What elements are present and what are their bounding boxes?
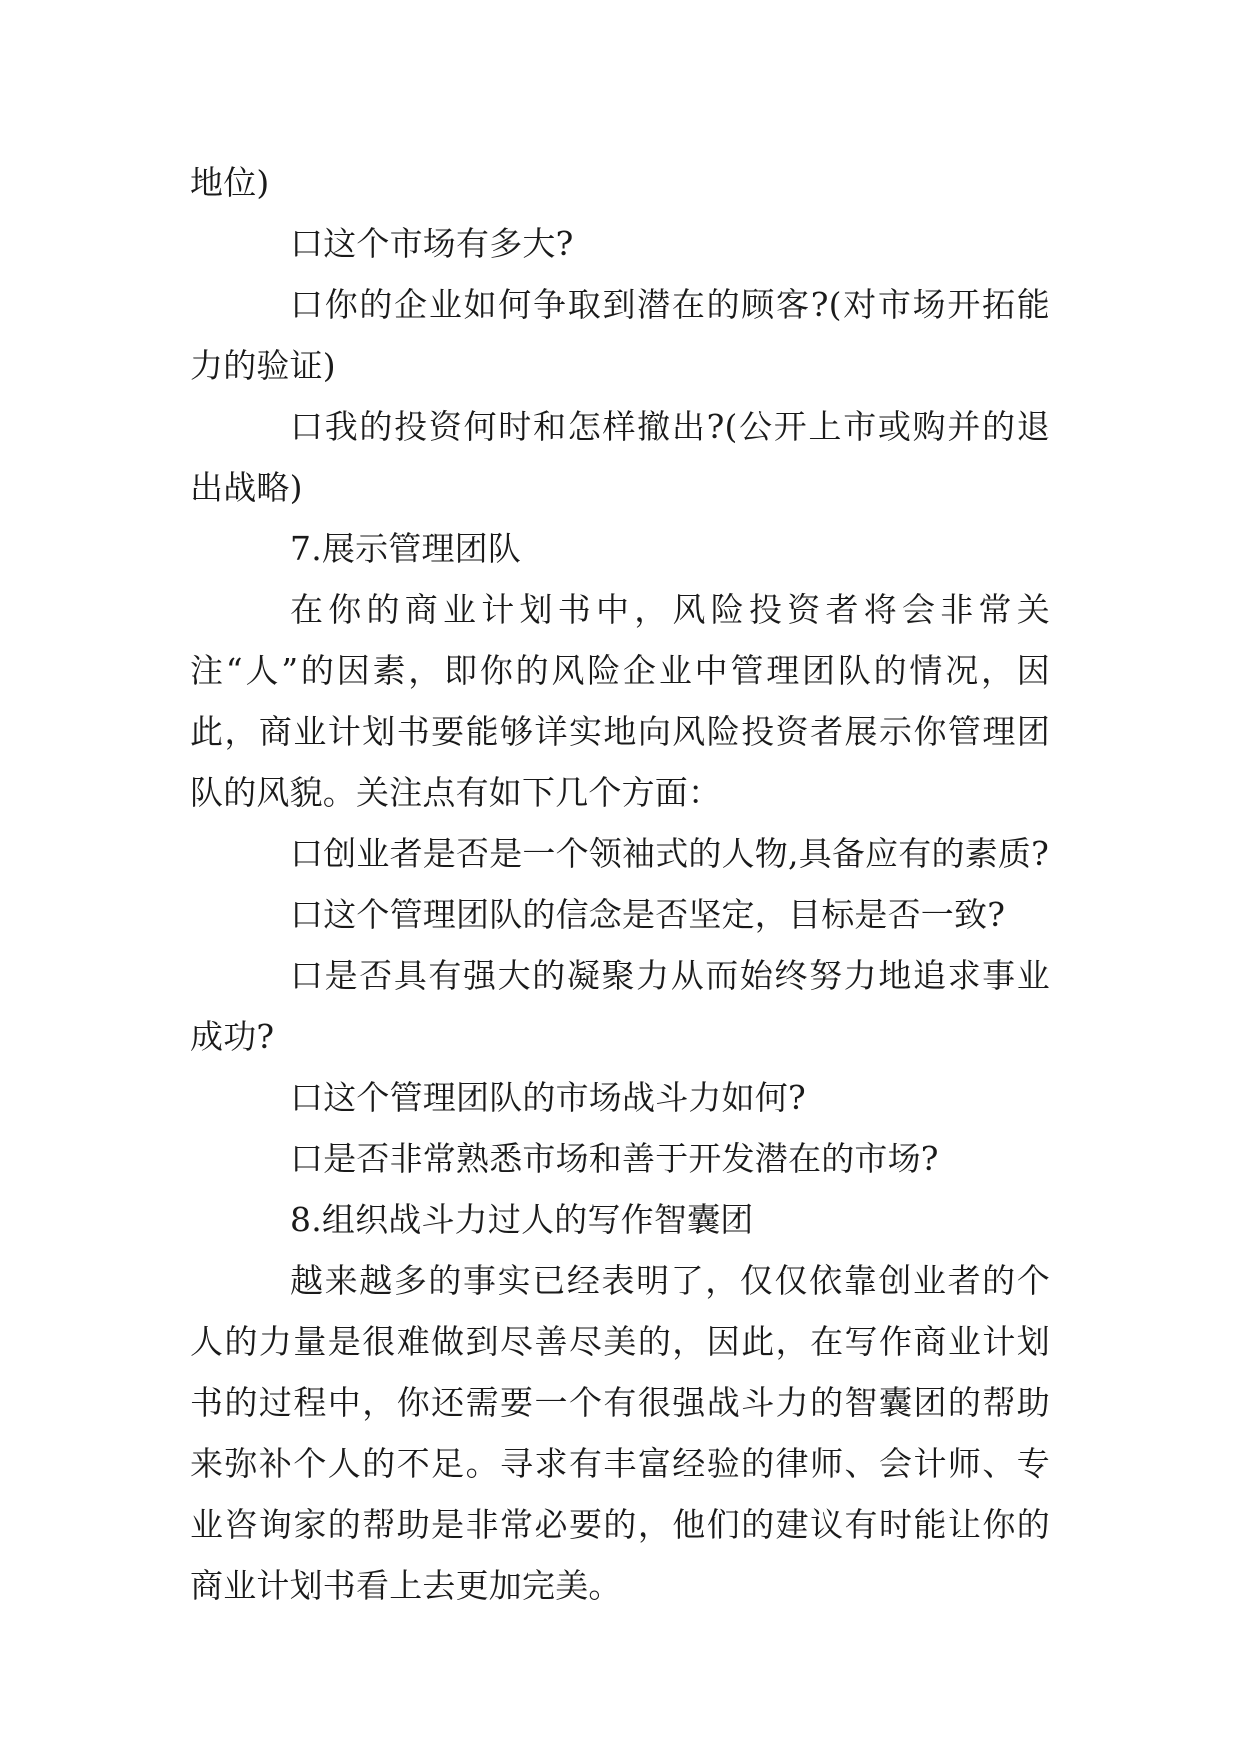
checklist-item-exit-strategy: 口我的投资何时和怎样撤出?(公开上市或购并的退出战略) [190,407,1050,507]
checklist-item-leader-quality: 口创业者是否是一个领袖式的人物,具备应有的素质? [290,834,1049,873]
paragraph-management-team: 在你的商业计划书中，风险投资者将会非常关注“人”的因素，即你的风险企业中管理团队的情况，因此，商业计划书要能够详实地向风险投资者展示你管理团队的风貌。关注点有如下几个方面： [190,590,1050,812]
checklist-item-cohesion: 口是否具有强大的凝聚力从而始终努力地追求事业成功? [190,956,1050,1056]
section-heading-think-tank: 8.组织战斗力过人的写作智囊团 [290,1200,754,1239]
checklist-item-customer-acquisition: 口你的企业如何争取到潜在的顾客?(对市场开拓能力的验证) [190,285,1050,385]
checklist-item-market-size: 口这个市场有多大? [290,224,574,263]
paragraph-continuation: 地位) [190,163,270,202]
checklist-item-market-familiarity: 口是否非常熟悉市场和善于开发潜在的市场? [290,1139,939,1178]
document-body [190,152,1050,1616]
checklist-item-market-strength: 口这个管理团队的市场战斗力如何? [290,1078,806,1117]
checklist-item-team-belief: 口这个管理团队的信念是否坚定，目标是否一致? [290,895,1006,934]
section-heading-management-team: 7.展示管理团队 [290,529,522,568]
paragraph-think-tank: 越来越多的事实已经表明了，仅仅依靠创业者的个人的力量是很难做到尽善尽美的，因此，在写作商业计划书的过程中，你还需要一个有很强战斗力的智囊团的帮助来弥补个人的不足。寻求有丰富经验的律师、会计师、专业咨询家的帮助是非常必要的，他们的建议有时能让你的商业计划书看上去更加完美。 [190,1261,1050,1605]
